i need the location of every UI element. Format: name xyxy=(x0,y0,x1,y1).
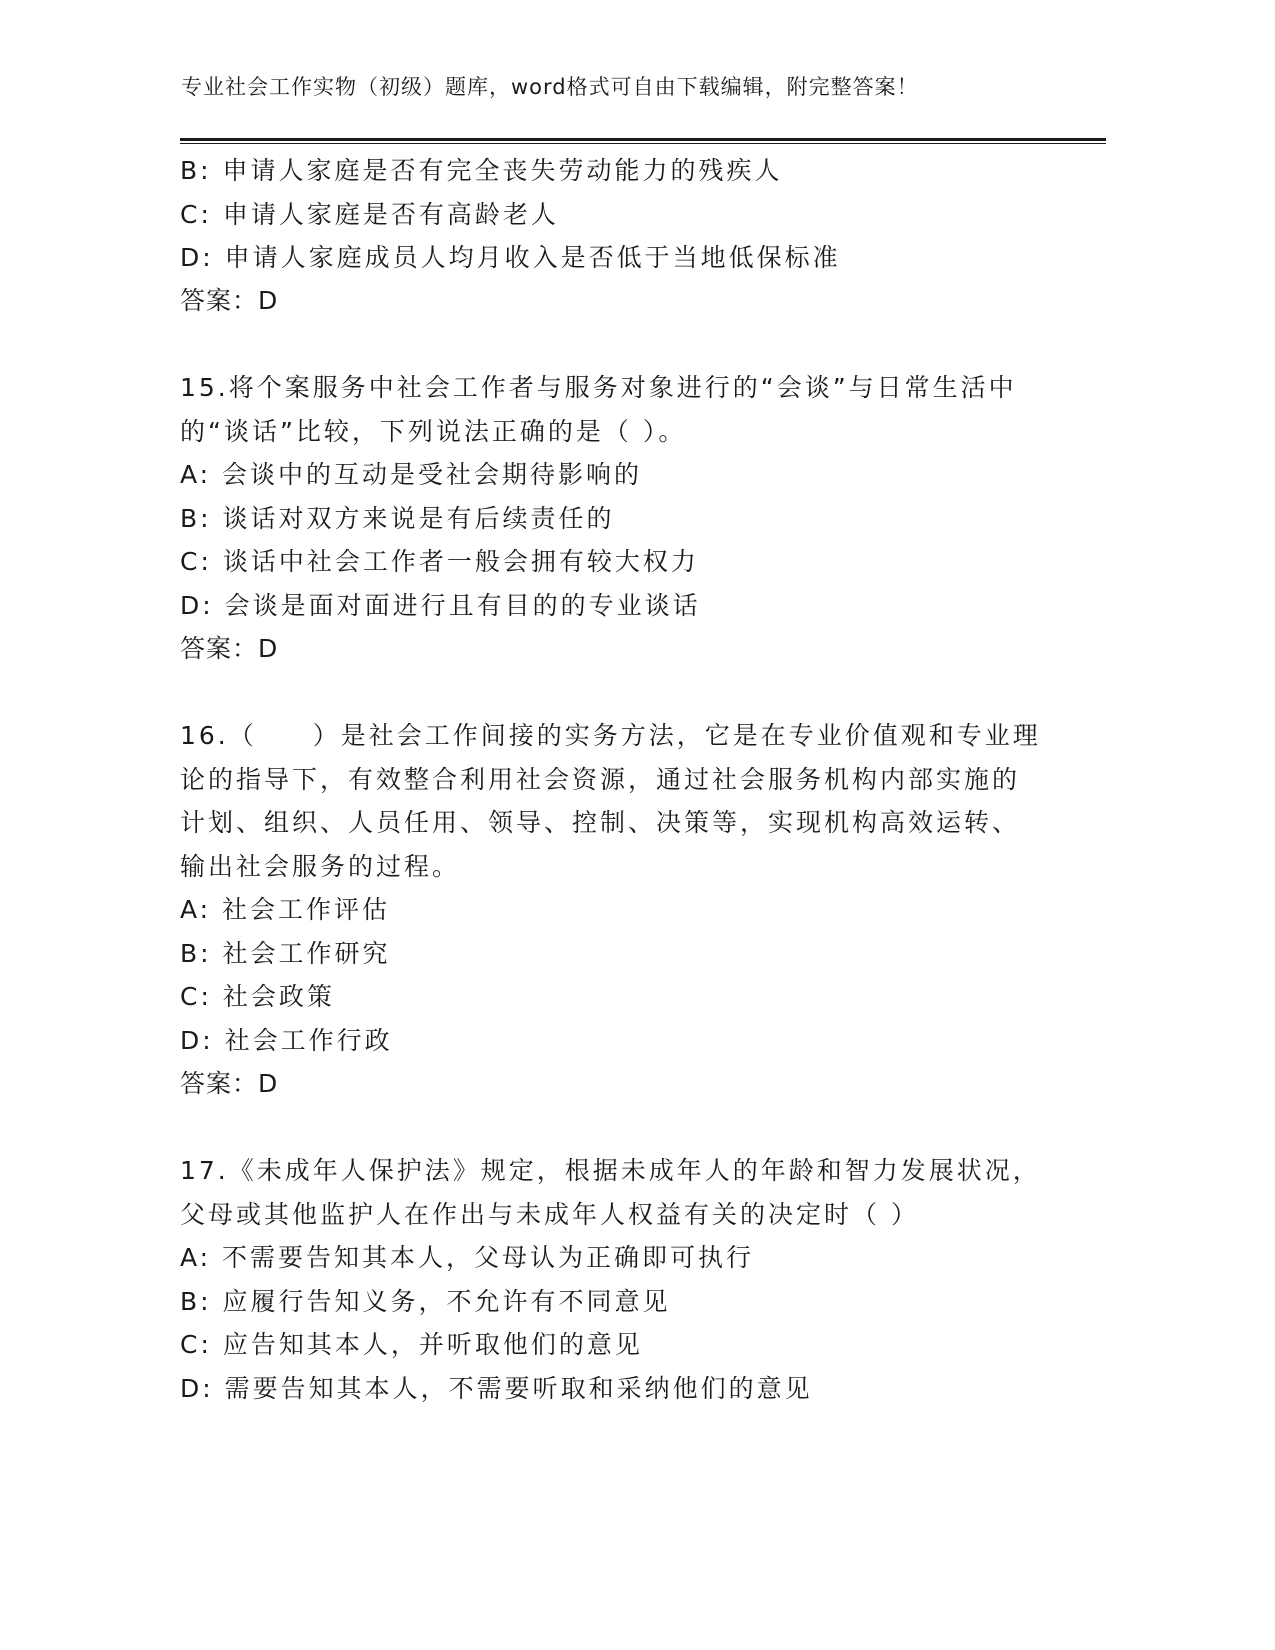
q15-option-d: D: 会谈是面对面进行且有目的的专业谈话 xyxy=(180,591,701,620)
q15-stem-line-2: 的“谈话”比较，下列说法正确的是（ ）。 xyxy=(180,417,687,446)
q17-option-d: D: 需要告知其本人，不需要听取和采纳他们的意见 xyxy=(180,1374,813,1403)
q17-option-a: A: 不需要告知其本人，父母认为正确即可执行 xyxy=(180,1243,755,1272)
q16-stem-line-3: 计划、组织、人员任用、领导、控制、决策等，实现机构高效运转、 xyxy=(180,808,1021,837)
q17-stem-line-2: 父母或其他监护人在作出与未成年人权益有关的决定时（ ） xyxy=(180,1200,919,1229)
q15-option-c: C: 谈话中社会工作者一般会拥有较大权力 xyxy=(180,547,699,576)
q14-answer: 答案：D xyxy=(180,286,279,315)
q16-stem-line-1: 16.（ ）是社会工作间接的实务方法，它是在专业价值观和专业理 xyxy=(180,721,1041,750)
q14-option-d: D: 申请人家庭成员人均月收入是否低于当地低保标准 xyxy=(180,243,841,272)
q16-stem-line-4: 输出社会服务的过程。 xyxy=(180,852,461,881)
q17-option-b: B: 应履行告知义务，不允许有不同意见 xyxy=(180,1287,671,1316)
q15-stem-line-1: 15.将个案服务中社会工作者与服务对象进行的“会谈”与日常生活中 xyxy=(180,373,1017,402)
q16-option-b: B: 社会工作研究 xyxy=(180,939,391,968)
q16-option-c: C: 社会政策 xyxy=(180,982,335,1011)
q14-option-c: C: 申请人家庭是否有高龄老人 xyxy=(180,200,559,229)
q17-option-c: C: 应告知其本人，并听取他们的意见 xyxy=(180,1330,643,1359)
q16-stem-line-2: 论的指导下，有效整合利用社会资源，通过社会服务机构内部实施的 xyxy=(180,765,1021,794)
header-divider xyxy=(180,138,1106,144)
q17-stem-line-1: 17.《未成年人保护法》规定，根据未成年人的年龄和智力发展状况， xyxy=(180,1156,1041,1185)
q14-option-b: B: 申请人家庭是否有完全丧失劳动能力的残疾人 xyxy=(180,156,783,185)
q15-option-a: A: 会谈中的互动是受社会期待影响的 xyxy=(180,460,643,489)
q15-answer: 答案：D xyxy=(180,634,279,663)
page-header-text: 专业社会工作实物（初级）题库，word格式可自由下载编辑，附完整答案！ xyxy=(181,75,919,99)
q16-option-d: D: 社会工作行政 xyxy=(180,1026,393,1055)
q15-option-b: B: 谈话对双方来说是有后续责任的 xyxy=(180,504,615,533)
q16-option-a: A: 社会工作评估 xyxy=(180,895,391,924)
q16-answer: 答案：D xyxy=(180,1069,279,1098)
